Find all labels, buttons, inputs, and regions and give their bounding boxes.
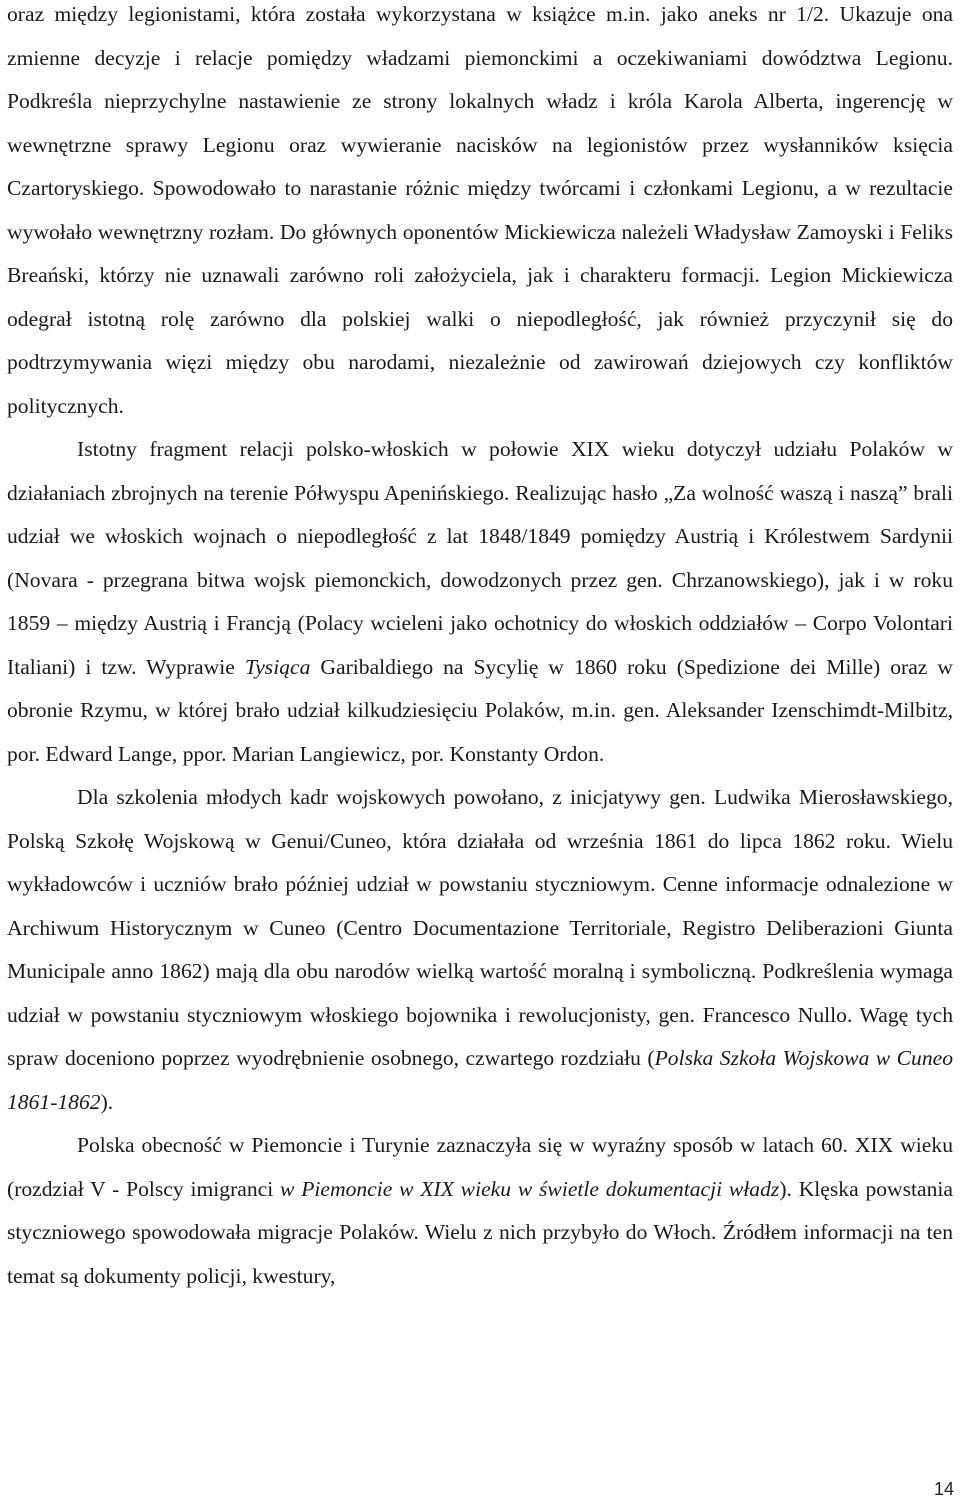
paragraph-text: Polska obecność w Piemoncie i Turynie zaznaczyła się w wyraźny sposób w latach 60. XIX wieku (rozdział V - Polscy imigranci <box>7 1133 953 1201</box>
page-number: 14 <box>933 1479 954 1499</box>
paragraph-text: ). <box>100 1089 114 1114</box>
document-body <box>7 0 953 1298</box>
document-page <box>7 0 953 1298</box>
paragraph-text: ). Klęska powstania styczniowego spowodowała migracje Polaków. Wielu z nich przybyło do Włoch. Źródłem informacji na ten temat są dokumenty policji, kwestury, <box>7 1176 953 1288</box>
paragraph-text: Dla szkolenia młodych kadr wojskowych powołano, z inicjatywy gen. Ludwika Mierosławskiego, Polską Szkołę Wojskową w Genui/Cuneo, która działała od września 1861 do lipca 1862 roku. Wielu wykładowców i uczniów brało później udział w powstaniu styczniowym. Cenne informacje odnalezione w Archiwum Historycznym w Cuneo (Centro Documentazione Territoriale, Registro Deliberazioni Giunta Municipale anno 1862) mają dla obu narodów wielką wartość moralną i symboliczną. Podkreślenia wymaga udział w powstaniu styczniowym włoskiego bojownika i rewolucjonisty, gen. Francesco Nullo. Wagę tych spraw doceniono poprzez wyodrębnienie osobnego, czwartego rozdziału ( <box>7 785 953 1070</box>
paragraph-text: oraz między legionistami, która została wykorzystana w książce m.in. jako aneks nr 1/2. Ukazuje ona zmienne decyzje i relacje pomiędzy władzami piemonckimi a oczekiwaniami dowództwa Legionu. Podkreśla nieprzychylne nastawienie ze strony lokalnych władz i króla Karola Alberta, ingerencję w wewnętrzne sprawy Legionu oraz wywieranie nacisków na legionistów przez wysłanników księcia Czartoryskiego. Spowodowało to narastanie różnic między twórcami i członkami Legionu, a w rezultacie wywołało wewnętrzny rozłam. Do głównych oponentów Mickiewicza należeli Władysław Zamoyski i Feliks Breański, którzy nie uznawali zarówno roli założyciela, jak i charakteru formacji. Legion Mickiewicza odegrał istotną rolę zarówno dla polskiej walki o niepodległość, jak również przyczynił się do podtrzymywania więzi między obu narodami, niezależnie od zawirowań dziejowych czy konfliktów politycznych. <box>7 2 953 418</box>
paragraph <box>7 1124 953 1298</box>
paragraph <box>7 428 953 776</box>
paragraph <box>7 0 953 428</box>
paragraph-text: Istotny fragment relacji polsko-włoskich w połowie XIX wieku dotyczył udziału Polaków w działaniach zbrojnych na terenie Półwyspu Apenińskiego. Realizując hasło „Za wolność waszą i naszą” brali udział we włoskich wojnach o niepodległość z lat 1848/1849 pomiędzy Austrią i Królestwem Sardynii (Novara - przegrana bitwa wojsk piemonckich, dowodzonych przez gen. Chrzanowskiego), jak i w roku 1859 – między Austrią i Francją (Polacy wcieleni jako ochotnicy do włoskich oddziałów – Corpo Volontari Italiani) i tzw. Wyprawie <box>7 437 953 679</box>
italic-text: w Piemoncie w XIX wieku w świetle dokumentacji władz <box>280 1176 780 1201</box>
italic-text: Tysiąca <box>244 654 311 679</box>
paragraph-text: Garibaldiego na Sycylię w 1860 roku (Spedizione dei Mille) oraz w obronie Rzymu, w której brało udział kilkudziesięciu Polaków, m.in. gen. Aleksander Izenschimdt-Milbitz, por. Edward Lange, ppor. Marian Langiewicz, por. Konstanty Ordon. <box>7 654 953 766</box>
paragraph <box>7 776 953 1124</box>
italic-text: Polska Szkoła Wojskowa w Cuneo 1861-1862 <box>7 1046 954 1114</box>
